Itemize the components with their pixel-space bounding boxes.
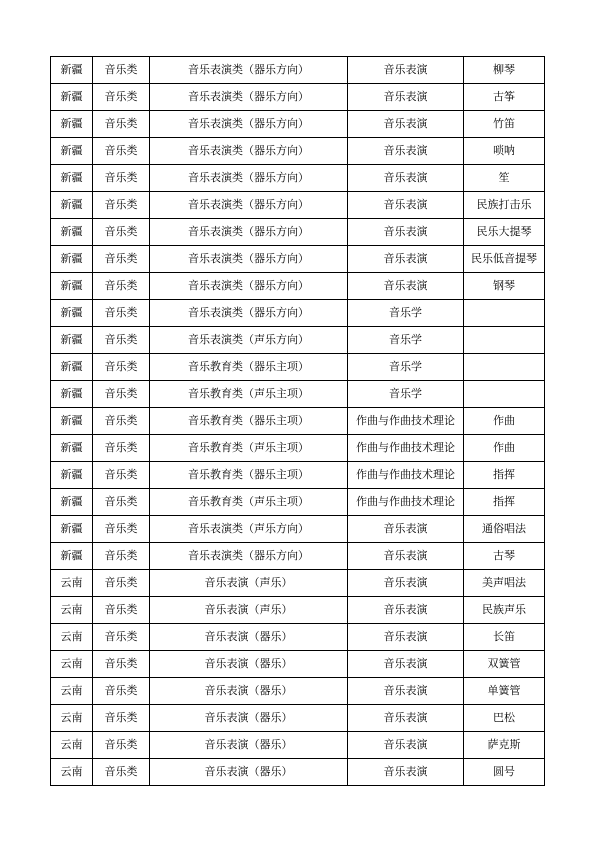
table-row [51,624,545,651]
major-cell: 音乐表演 [348,219,464,246]
exam-type-cell: 音乐表演（器乐） [150,732,348,759]
exam-type-cell: 音乐表演类（器乐方向） [150,246,348,273]
region-cell: 新疆 [51,219,93,246]
region-cell: 新疆 [51,489,93,516]
category-cell: 音乐类 [93,273,150,300]
direction-cell: 单簧管 [464,678,545,705]
region-cell: 云南 [51,651,93,678]
region-cell: 新疆 [51,138,93,165]
exam-type-cell: 音乐表演类（器乐方向） [150,219,348,246]
table-row [51,327,545,354]
region-cell: 云南 [51,624,93,651]
data-table [50,56,545,786]
direction-cell [464,381,545,408]
major-cell: 音乐表演 [348,678,464,705]
table-row [51,273,545,300]
major-cell: 音乐表演 [348,624,464,651]
major-cell: 音乐表演 [348,759,464,786]
category-cell: 音乐类 [93,300,150,327]
category-cell: 音乐类 [93,624,150,651]
table-row [51,435,545,462]
exam-type-cell: 音乐表演类（器乐方向） [150,57,348,84]
major-cell: 音乐表演 [348,570,464,597]
region-cell: 新疆 [51,408,93,435]
region-cell: 新疆 [51,435,93,462]
region-cell: 新疆 [51,246,93,273]
table-row [51,489,545,516]
category-cell: 音乐类 [93,84,150,111]
direction-cell: 民族打击乐 [464,192,545,219]
exam-type-cell: 音乐表演（器乐） [150,705,348,732]
direction-cell: 通俗唱法 [464,516,545,543]
category-cell: 音乐类 [93,327,150,354]
exam-type-cell: 音乐表演类（器乐方向） [150,165,348,192]
exam-type-cell: 音乐表演类（器乐方向） [150,111,348,138]
table-row [51,300,545,327]
table-row [51,381,545,408]
exam-type-cell: 音乐表演类（器乐方向） [150,300,348,327]
category-cell: 音乐类 [93,705,150,732]
category-cell: 音乐类 [93,408,150,435]
major-cell: 音乐表演 [348,165,464,192]
direction-cell [464,327,545,354]
region-cell: 新疆 [51,381,93,408]
category-cell: 音乐类 [93,165,150,192]
exam-type-cell: 音乐表演类（器乐方向） [150,192,348,219]
direction-cell: 美声唱法 [464,570,545,597]
exam-type-cell: 音乐教育类（器乐主项） [150,408,348,435]
direction-cell: 钢琴 [464,273,545,300]
table-row [51,138,545,165]
exam-type-cell: 音乐教育类（声乐主项） [150,381,348,408]
exam-type-cell: 音乐表演（声乐） [150,597,348,624]
major-cell: 音乐学 [348,300,464,327]
major-cell: 作曲与作曲技术理论 [348,489,464,516]
major-cell: 作曲与作曲技术理论 [348,462,464,489]
exam-type-cell: 音乐表演类（声乐方向） [150,516,348,543]
region-cell: 新疆 [51,84,93,111]
region-cell: 新疆 [51,462,93,489]
category-cell: 音乐类 [93,732,150,759]
category-cell: 音乐类 [93,651,150,678]
exam-type-cell: 音乐表演类（器乐方向） [150,543,348,570]
category-cell: 音乐类 [93,759,150,786]
table-row [51,759,545,786]
direction-cell [464,300,545,327]
table-row [51,246,545,273]
exam-type-cell: 音乐表演类（器乐方向） [150,273,348,300]
direction-cell: 笙 [464,165,545,192]
category-cell: 音乐类 [93,354,150,381]
region-cell: 新疆 [51,57,93,84]
major-cell: 音乐表演 [348,57,464,84]
category-cell: 音乐类 [93,678,150,705]
table-row [51,597,545,624]
major-cell: 音乐表演 [348,192,464,219]
region-cell: 新疆 [51,192,93,219]
region-cell: 新疆 [51,327,93,354]
exam-type-cell: 音乐表演（器乐） [150,624,348,651]
direction-cell: 指挥 [464,489,545,516]
direction-cell: 巴松 [464,705,545,732]
table-row [51,678,545,705]
major-cell: 音乐表演 [348,543,464,570]
category-cell: 音乐类 [93,462,150,489]
exam-type-cell: 音乐表演（器乐） [150,759,348,786]
direction-cell: 作曲 [464,435,545,462]
major-cell: 音乐表演 [348,246,464,273]
direction-cell: 民乐低音提琴 [464,246,545,273]
major-cell: 音乐表演 [348,138,464,165]
category-cell: 音乐类 [93,597,150,624]
region-cell: 云南 [51,678,93,705]
direction-cell: 圆号 [464,759,545,786]
table-row [51,570,545,597]
table-row [51,462,545,489]
category-cell: 音乐类 [93,435,150,462]
table-row [51,516,545,543]
region-cell: 云南 [51,732,93,759]
direction-cell: 柳琴 [464,57,545,84]
table-row [51,111,545,138]
category-cell: 音乐类 [93,381,150,408]
direction-cell: 古琴 [464,543,545,570]
major-cell: 作曲与作曲技术理论 [348,435,464,462]
table-body [51,57,545,786]
direction-cell: 竹笛 [464,111,545,138]
direction-cell: 指挥 [464,462,545,489]
direction-cell: 作曲 [464,408,545,435]
direction-cell: 长笛 [464,624,545,651]
region-cell: 新疆 [51,354,93,381]
table-row [51,165,545,192]
region-cell: 新疆 [51,273,93,300]
major-cell: 音乐表演 [348,111,464,138]
major-cell: 音乐表演 [348,705,464,732]
category-cell: 音乐类 [93,111,150,138]
major-cell: 音乐表演 [348,273,464,300]
table-row [51,732,545,759]
exam-type-cell: 音乐表演类（器乐方向） [150,84,348,111]
exam-type-cell: 音乐教育类（器乐主项） [150,354,348,381]
region-cell: 新疆 [51,516,93,543]
direction-cell: 民族声乐 [464,597,545,624]
category-cell: 音乐类 [93,516,150,543]
category-cell: 音乐类 [93,192,150,219]
category-cell: 音乐类 [93,543,150,570]
exam-type-cell: 音乐表演类（声乐方向） [150,327,348,354]
major-cell: 作曲与作曲技术理论 [348,408,464,435]
major-cell: 音乐表演 [348,84,464,111]
region-cell: 新疆 [51,111,93,138]
exam-type-cell: 音乐教育类（声乐主项） [150,489,348,516]
table-row [51,84,545,111]
category-cell: 音乐类 [93,246,150,273]
table-row [51,57,545,84]
region-cell: 新疆 [51,300,93,327]
direction-cell [464,354,545,381]
major-cell: 音乐表演 [348,516,464,543]
category-cell: 音乐类 [93,57,150,84]
table-row [51,651,545,678]
table-row [51,192,545,219]
table-row [51,354,545,381]
major-cell: 音乐表演 [348,651,464,678]
table-row [51,705,545,732]
exam-type-cell: 音乐教育类（声乐主项） [150,435,348,462]
region-cell: 云南 [51,759,93,786]
category-cell: 音乐类 [93,489,150,516]
direction-cell: 双簧管 [464,651,545,678]
region-cell: 云南 [51,705,93,732]
category-cell: 音乐类 [93,570,150,597]
category-cell: 音乐类 [93,138,150,165]
exam-type-cell: 音乐教育类（器乐主项） [150,462,348,489]
major-cell: 音乐表演 [348,732,464,759]
table-row [51,543,545,570]
exam-type-cell: 音乐表演类（器乐方向） [150,138,348,165]
category-cell: 音乐类 [93,219,150,246]
region-cell: 新疆 [51,165,93,192]
direction-cell: 萨克斯 [464,732,545,759]
direction-cell: 古筝 [464,84,545,111]
major-cell: 音乐学 [348,381,464,408]
direction-cell: 民乐大提琴 [464,219,545,246]
table-row [51,408,545,435]
major-cell: 音乐表演 [348,597,464,624]
region-cell: 新疆 [51,543,93,570]
region-cell: 云南 [51,570,93,597]
direction-cell: 唢呐 [464,138,545,165]
region-cell: 云南 [51,597,93,624]
exam-type-cell: 音乐表演（器乐） [150,678,348,705]
major-cell: 音乐学 [348,354,464,381]
table-row [51,219,545,246]
exam-type-cell: 音乐表演（器乐） [150,651,348,678]
exam-type-cell: 音乐表演（声乐） [150,570,348,597]
major-cell: 音乐学 [348,327,464,354]
